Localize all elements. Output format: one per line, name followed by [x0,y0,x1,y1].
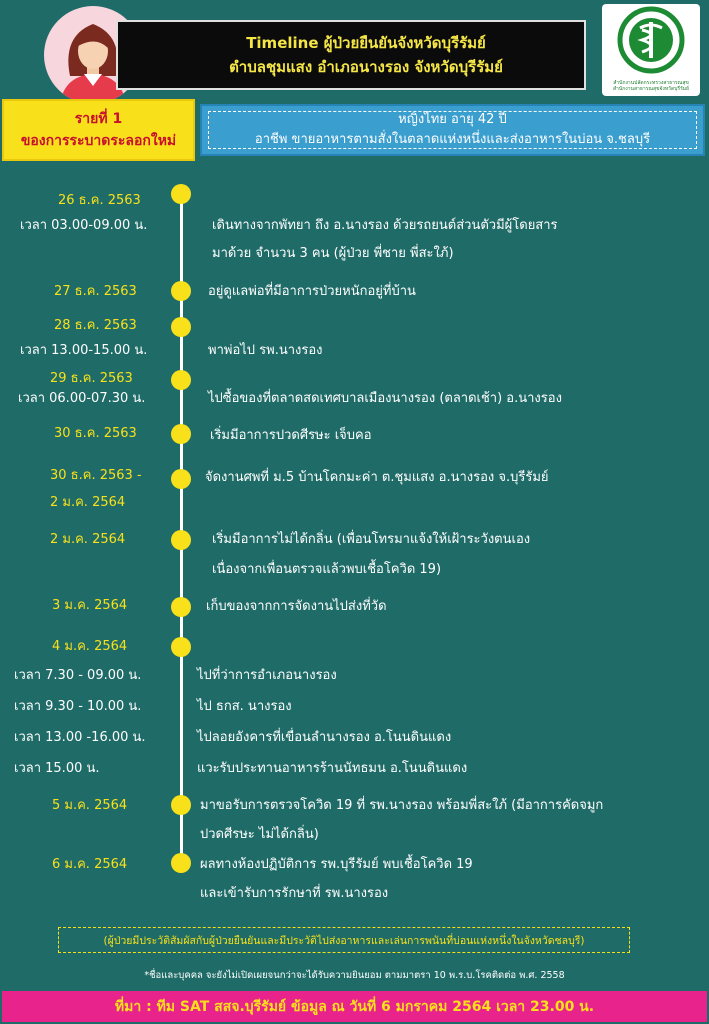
event-text: และเข้ารับการรักษาที่ รพ.นางรอง [200,886,389,901]
event-text: ไป ธกส. นางรอง [197,699,292,714]
event-text: ผลทางห้องปฏิบัติการ รพ.บุรีรัมย์ พบเชื้อโควิด 19 [200,857,473,872]
event-date: 27 ธ.ค. 2563 [54,284,137,299]
header-title-line2: ตำบลชุมแสง อำเภอนางรอง จังหวัดบุรีรัมย์ [229,58,503,76]
patient-demographics: หญิงไทย อายุ 42 ปี [398,112,507,127]
header-banner [116,20,586,90]
event-date: 30 ธ.ค. 2563 [54,426,137,441]
event-time: เวลา 03.00-09.00 น. [20,218,148,233]
patient-occupation: อาชีพ ขายอาหารตามสั่งในตลาดแห่งหนึ่งและส่งอาหารในบ่อน จ.ชลบุรี [254,132,651,147]
event-text: จัดงานศพที่ ม.5 บ้านโคกมะค่า ต.ชุมแสง อ.นางรอง จ.บุรีรัมย์ [205,470,549,485]
event-text: เริ่มมีอาการไม่ได้กลิ่น (เพื่อนโทรมาแจ้งให้เฝ้าระวังตนเอง [212,532,531,547]
event-date: 4 ม.ค. 2564 [52,639,128,654]
event-time: เวลา 06.00-07.30 น. [18,391,146,406]
event-time: เวลา 7.30 - 09.00 น. [14,668,142,683]
event-time: เวลา 13.00 -16.00 น. [14,730,146,745]
logo-caption-line2: สำนักงานสาธารณสุขจังหวัดบุรีรัมย์ [613,86,689,92]
event-text: เนื่องจากเพื่อนตรวจแล้วพบเชื้อโควิด 19) [212,562,442,577]
event-text: พาพ่อไป รพ.นางรอง [208,343,323,358]
timeline-dot [171,370,191,390]
event-text: แวะรับประทานอาหารร้านนัทธมน อ.โนนดินแดง [197,761,468,776]
event-date: 28 ธ.ค. 2563 [54,318,137,333]
case-number-box [2,99,195,161]
timeline-dot [171,795,191,815]
source-footer: ที่มา : ทีม SAT สสจ.บุรีรัมย์ ข้อมูล ณ วันที่ 6 มกราคม 2564 เวลา 23.00 น. [2,991,707,1022]
event-text: อยู่ดูแลพ่อที่มีอาการป่วยหนักอยู่ที่บ้าน [208,284,416,299]
event-text: เก็บของจากการจัดงานไปส่งที่วัด [206,599,387,614]
logo-caption-line1: สำนักงานปลัดกระทรวงสาธารณสุข [613,80,689,86]
event-text: ไปที่ว่าการอำเภอนางรอง [197,668,337,683]
event-date: 2 ม.ค. 2564 [50,532,126,547]
timeline-dot [171,530,191,550]
header-title-line1: Timeline ผู้ป่วยยืนยันจังหวัดบุรีรัมย์ [246,34,486,52]
event-date: 30 ธ.ค. 2563 - [50,468,142,483]
timeline-dot [171,853,191,873]
event-time: เวลา 15.00 น. [14,761,100,776]
event-time: เวลา 13.00-15.00 น. [20,343,148,358]
timeline-dot [171,597,191,617]
ministry-of-public-health-emblem-icon [602,4,700,76]
event-date: 29 ธ.ค. 2563 [50,371,133,386]
case-wave-label: ของการระบาดระลอกใหม่ [20,133,177,149]
case-number: รายที่ 1 [74,111,123,127]
event-time: เวลา 9.30 - 10.00 น. [14,699,142,714]
contact-history-note: (ผู้ป่วยมีประวัติสัมผัสกับผู้ป่วยยืนยันและมีประวัติไปส่งอาหารและเล่นการพนันที่บ่อนแห่งหนึ่งในจังหวัดชลบุรี) [58,927,630,953]
timeline-dot [171,184,191,204]
ministry-logo [602,4,700,96]
event-text: ไปลอยอังคารที่เขื่อนลำนางรอง อ.โนนดินแดง [197,730,452,745]
event-date: 3 ม.ค. 2564 [52,598,128,613]
timeline-dot [171,281,191,301]
event-text: เริ่มมีอาการปวดศีรษะ เจ็บคอ [210,428,372,443]
timeline-dot [171,469,191,489]
event-date: 6 ม.ค. 2564 [52,857,128,872]
event-text: ไปซื้อของที่ตลาดสดเทศบาลเมืองนางรอง (ตลาดเช้า) อ.นางรอง [208,391,562,406]
event-date: 26 ธ.ค. 2563 [58,193,141,208]
event-text: ปวดศีรษะ ไม่ได้กลิ่น) [200,827,319,842]
privacy-disclaimer: *ชื่อและบุคคล จะยังไม่เปิดเผยจนกว่าจะได้รับความยินยอม ตามมาตรา 10 พ.ร.บ.โรคติดต่อ พ.ศ. 2558 [144,970,565,981]
timeline-dot [171,637,191,657]
timeline-dot [171,424,191,444]
event-text: มาด้วย จำนวน 3 คน (ผู้ป่วย พี่ชาย พี่สะใภ้) [212,246,454,261]
timeline-dot [171,317,191,337]
event-text: มาขอรับการตรวจโควิด 19 ที่ รพ.นางรอง พร้อมพี่สะใภ้ (มีอาการคัดจมูก [200,798,604,813]
event-text: เดินทางจากพัทยา ถึง อ.นางรอง ด้วยรถยนต์ส่วนตัวมีผู้โดยสาร [212,218,558,233]
event-date-end: 2 ม.ค. 2564 [50,495,126,510]
event-date: 5 ม.ค. 2564 [52,798,128,813]
patient-info-box [200,104,705,156]
